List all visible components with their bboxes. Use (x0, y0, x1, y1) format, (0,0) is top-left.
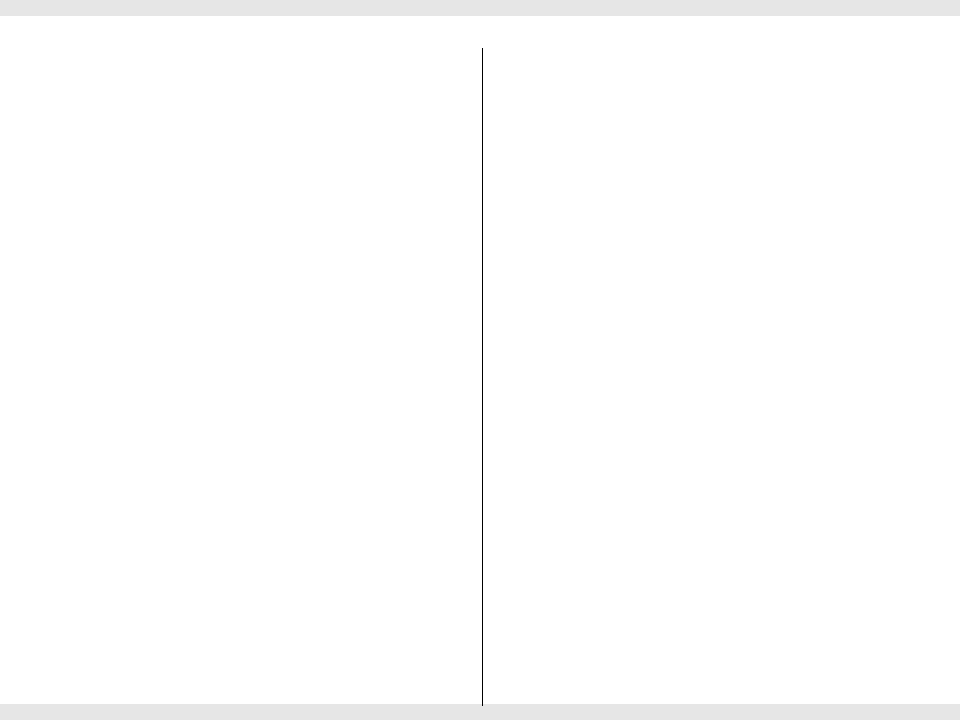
column-divider (482, 48, 483, 706)
menu-page (0, 16, 960, 704)
